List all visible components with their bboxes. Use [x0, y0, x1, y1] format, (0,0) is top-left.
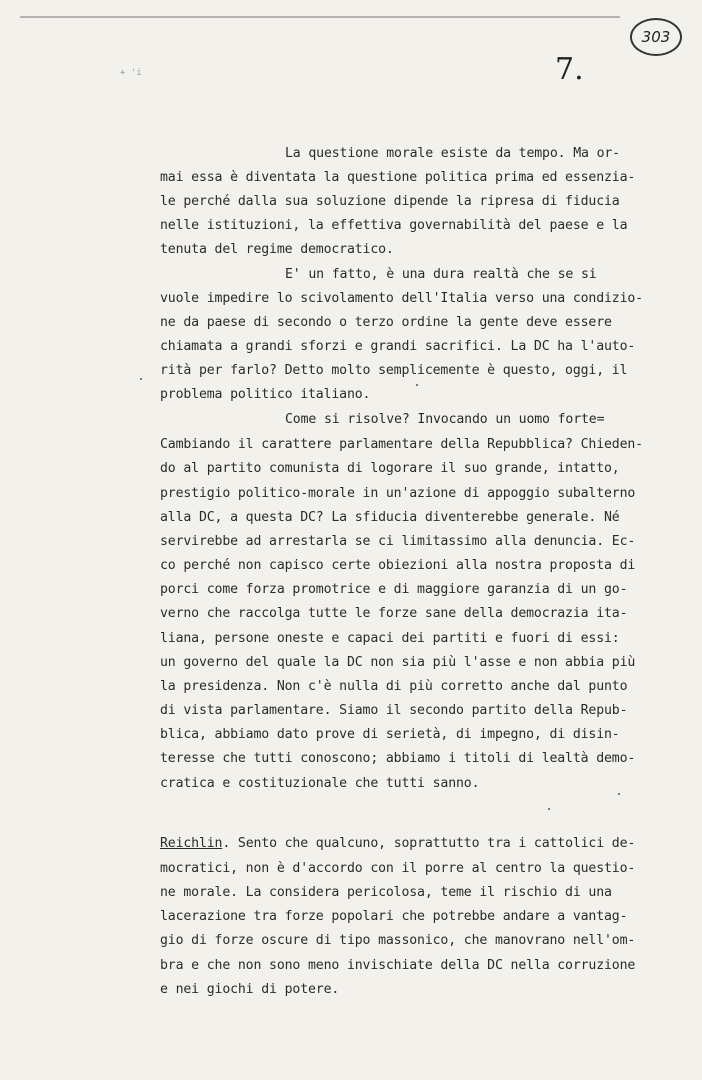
scan-speck [416, 384, 418, 386]
text-line: do al partito comunista di logorare il suo grande, intatto, [160, 461, 620, 476]
text-line: servirebbe ad arrestarla se ci limitassimo alla denuncia. Ec- [160, 534, 636, 549]
text-line: porci come forza promotrice e di maggiore garanzia di un go- [160, 582, 628, 597]
text-line: E' un fatto, è una dura realtà che se si [285, 267, 597, 282]
scan-speck [140, 378, 142, 380]
text-line: blica, abbiamo dato prove di serietà, di impegno, di disin- [160, 727, 620, 742]
text-line: verno che raccolga tutte le forze sane della democrazia ita- [160, 606, 628, 621]
text-line: alla DC, a questa DC? La sfiducia diventerebbe generale. Né [160, 510, 620, 525]
scan-speck [618, 793, 620, 795]
text-line: liana, persone oneste e capaci dei partiti e fuori di essi: [160, 631, 620, 646]
text-line: co perché non capisco certe obiezioni alla nostra proposta di [160, 558, 636, 573]
text-line: Come si risolve? Invocando un uomo forte= [285, 412, 605, 427]
speaker-line [160, 835, 635, 852]
speaker-line-rest: . Sento che qualcuno, soprattutto tra i cattolici de- [222, 836, 636, 851]
text-line: gio di forze oscure di tipo massonico, che manovrano nell'om- [160, 933, 636, 948]
text-line: le perché dalla sua soluzione dipende la ripresa di fiducia [160, 194, 620, 209]
text-line: tenuta del regime democratico. [160, 242, 394, 257]
text-line: ne da paese di secondo o terzo ordine la gente deve essere [160, 315, 612, 330]
text-line: bra e che non sono meno invischiate della DC nella corruzione [160, 958, 636, 973]
text-line: la presidenza. Non c'è nulla di più corretto anche dal punto [160, 679, 628, 694]
text-line: nelle istituzioni, la effettiva governabilità del paese e la [160, 218, 628, 233]
margin-note: + 'i [120, 68, 142, 78]
text-line: di vista parlamentare. Siamo il secondo partito della Repub- [160, 703, 628, 718]
scan-speck [548, 808, 550, 810]
text-line: mocratici, non è d'accordo con il porre al centro la questio- [160, 861, 636, 876]
text-line: prestigio politico-morale in un'azione di appoggio subalterno [160, 486, 636, 501]
text-line: vuole impedire lo scivolamento dell'Italia verso una condizio- [160, 291, 643, 306]
scan-top-line [20, 16, 620, 18]
text-line: teresse che tutti conoscono; abbiamo i titoli di lealtà demo- [160, 751, 636, 766]
text-line: rità per farlo? Detto molto semplicemente è questo, oggi, il [160, 363, 628, 378]
text-line: lacerazione tra forze popolari che potrebbe andare a vantag- [160, 909, 628, 924]
speaker-name: Reichlin [160, 836, 223, 851]
text-line: Cambiando il carattere parlamentare della Repubblica? Chieden- [160, 437, 643, 452]
text-line: cratica e costituzionale che tutti sanno. [160, 776, 480, 791]
text-line: un governo del quale la DC non sia più l'asse e non abbia più [160, 655, 636, 670]
archive-stamp: 303 [630, 18, 682, 56]
handwritten-page-number: 7. [555, 52, 584, 87]
text-line: La questione morale esiste da tempo. Ma or- [285, 146, 620, 161]
text-line: chiamata a grandi sforzi e grandi sacrifici. La DC ha l'auto- [160, 339, 636, 354]
text-line: ne morale. La considera pericolosa, teme il rischio di una [160, 885, 612, 900]
text-line: e nei giochi di potere. [160, 982, 340, 997]
text-line: mai essa è diventata la questione politica prima ed essenzia- [160, 170, 636, 185]
text-line: problema politico italiano. [160, 387, 371, 402]
